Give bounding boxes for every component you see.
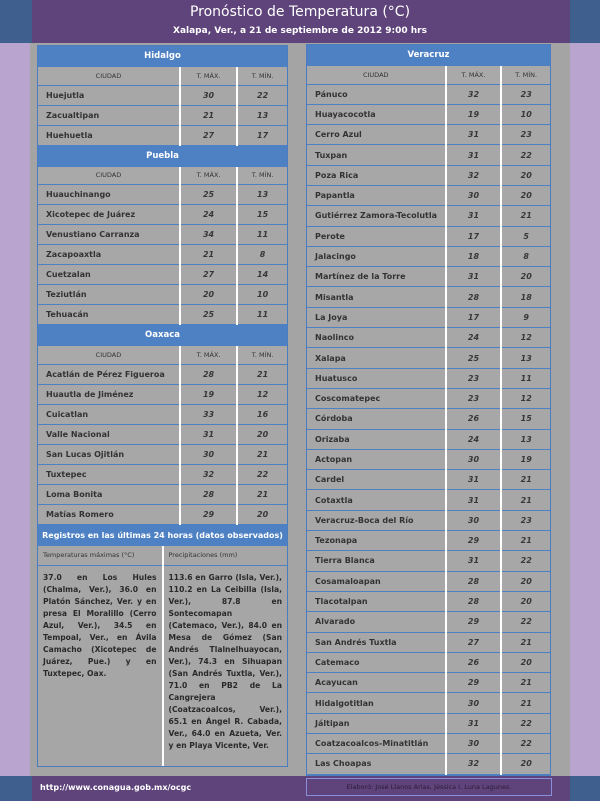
min-temp: 21 xyxy=(501,673,550,693)
table-row xyxy=(38,364,287,384)
city-name: Actopan xyxy=(307,449,446,469)
table-row xyxy=(307,84,550,104)
table-row xyxy=(307,287,550,307)
max-temp: 29 xyxy=(180,504,237,524)
max-temp: 28 xyxy=(446,287,502,307)
min-temp: 18 xyxy=(501,287,550,307)
table-row xyxy=(307,449,550,469)
table-row xyxy=(38,205,287,225)
max-temp: 31 xyxy=(446,713,502,733)
city-name: Misantla xyxy=(307,287,446,307)
min-temp: 12 xyxy=(237,384,287,404)
max-temp: 26 xyxy=(446,652,502,672)
table-row xyxy=(38,85,287,105)
min-temp: 11 xyxy=(237,225,287,245)
max-temp: 28 xyxy=(446,571,502,591)
section-title-hidalgo: Hidalgo xyxy=(38,46,287,67)
city-name: Coatzacoalcos-Minatitlán xyxy=(307,734,446,754)
min-temp: 13 xyxy=(501,348,550,368)
max-temp: 29 xyxy=(446,612,502,632)
table-header-row xyxy=(38,67,287,85)
table-header-row xyxy=(307,66,550,84)
table-row xyxy=(307,632,550,652)
city-name: Papantla xyxy=(307,185,446,205)
min-temp: 20 xyxy=(501,652,550,672)
column-header-city: CIUDAD xyxy=(38,67,180,85)
table-row xyxy=(307,591,550,611)
max-temp: 19 xyxy=(446,104,502,124)
observed-precip-label: Precipitaciones (mm) xyxy=(164,546,288,566)
min-temp: 17 xyxy=(237,125,287,145)
table-row xyxy=(307,104,550,124)
max-temp: 34 xyxy=(180,225,237,245)
max-temp: 17 xyxy=(446,226,502,246)
table-row xyxy=(307,551,550,571)
table-veracruz xyxy=(307,66,550,775)
city-name: Hidalgotitlan xyxy=(307,693,446,713)
city-name: Tuxtepec xyxy=(38,464,180,484)
min-temp: 22 xyxy=(501,612,550,632)
min-temp: 13 xyxy=(501,429,550,449)
city-name: San Lucas Ojitlán xyxy=(38,444,180,464)
city-name: Naolinco xyxy=(307,328,446,348)
table-row xyxy=(307,328,550,348)
min-temp: 23 xyxy=(501,125,550,145)
max-temp: 32 xyxy=(446,84,502,104)
city-name: Veracruz-Boca del Río xyxy=(307,510,446,530)
max-temp: 28 xyxy=(446,591,502,611)
city-name: Córdoba xyxy=(307,409,446,429)
max-temp: 27 xyxy=(446,632,502,652)
city-name: Perote xyxy=(307,226,446,246)
table-row xyxy=(38,305,287,325)
max-temp: 18 xyxy=(446,246,502,266)
min-temp: 15 xyxy=(501,409,550,429)
table-row xyxy=(307,125,550,145)
column-header-max: T. MÁX. xyxy=(180,67,237,85)
max-temp: 20 xyxy=(180,285,237,305)
city-name: Acayucan xyxy=(307,673,446,693)
max-temp: 31 xyxy=(446,145,502,165)
max-temp: 25 xyxy=(446,348,502,368)
max-temp: 24 xyxy=(180,205,237,225)
observed-temp-label: Temperaturas máximas (°C) xyxy=(38,546,162,566)
city-name: Pánuco xyxy=(307,84,446,104)
city-name: Huatusco xyxy=(307,368,446,388)
column-header-min: T. MÍN. xyxy=(237,167,287,185)
left-panel xyxy=(37,45,288,767)
table-row xyxy=(307,713,550,733)
table-row xyxy=(38,225,287,245)
min-temp: 22 xyxy=(237,464,287,484)
table-row xyxy=(38,265,287,285)
table-row xyxy=(38,245,287,265)
city-name: Xicotepec de Juárez xyxy=(38,205,180,225)
table-row xyxy=(307,368,550,388)
min-temp: 21 xyxy=(501,632,550,652)
city-name: Venustiano Carranza xyxy=(38,225,180,245)
min-temp: 22 xyxy=(237,85,287,105)
min-temp: 5 xyxy=(501,226,550,246)
city-name: Huayacocotla xyxy=(307,104,446,124)
table-row xyxy=(307,510,550,530)
table-row xyxy=(38,285,287,305)
table-row xyxy=(307,165,550,185)
footer-url-link[interactable]: http://www.conagua.gob.mx/ocgc xyxy=(40,783,192,792)
column-header-city: CIUDAD xyxy=(307,66,446,84)
table-row xyxy=(38,484,287,504)
observed-grid xyxy=(38,546,287,766)
table-puebla xyxy=(38,167,287,326)
min-temp: 20 xyxy=(501,267,550,287)
section-title-veracruz: Veracruz xyxy=(307,45,550,66)
min-temp: 11 xyxy=(237,305,287,325)
city-name: Tlacotalpan xyxy=(307,591,446,611)
table-row xyxy=(38,125,287,145)
city-name: Jalacingo xyxy=(307,246,446,266)
max-temp: 21 xyxy=(180,105,237,125)
city-name: Huauchinango xyxy=(38,185,180,205)
min-temp: 21 xyxy=(237,364,287,384)
min-temp: 22 xyxy=(501,145,550,165)
min-temp: 22 xyxy=(501,551,550,571)
min-temp: 15 xyxy=(237,205,287,225)
table-row xyxy=(307,206,550,226)
city-name: Valle Nacional xyxy=(38,424,180,444)
city-name: Huejutla xyxy=(38,85,180,105)
max-temp: 31 xyxy=(446,125,502,145)
table-row xyxy=(38,105,287,125)
column-header-max: T. MÁX. xyxy=(180,346,237,364)
footer-edge-right xyxy=(570,776,600,801)
city-name: Loma Bonita xyxy=(38,484,180,504)
max-temp: 24 xyxy=(446,328,502,348)
max-temp: 30 xyxy=(446,185,502,205)
max-temp: 31 xyxy=(446,267,502,287)
max-temp: 19 xyxy=(180,384,237,404)
observed-temp-column xyxy=(38,546,162,766)
column-header-city: CIUDAD xyxy=(38,167,180,185)
min-temp: 20 xyxy=(501,185,550,205)
table-row xyxy=(38,464,287,484)
min-temp: 20 xyxy=(237,424,287,444)
table-row xyxy=(307,409,550,429)
max-temp: 30 xyxy=(446,734,502,754)
footer-edge-left xyxy=(0,776,32,801)
min-temp: 21 xyxy=(501,531,550,551)
min-temp: 21 xyxy=(501,693,550,713)
table-row xyxy=(307,246,550,266)
min-temp: 20 xyxy=(501,591,550,611)
table-row xyxy=(38,185,287,205)
page-header xyxy=(0,0,600,43)
section-title-oaxaca: Oaxaca xyxy=(38,325,287,346)
city-name: Catemaco xyxy=(307,652,446,672)
city-name: San Andrés Tuxtla xyxy=(307,632,446,652)
table-row xyxy=(307,348,550,368)
table-row xyxy=(307,267,550,287)
max-temp: 24 xyxy=(446,429,502,449)
max-temp: 32 xyxy=(446,165,502,185)
max-temp: 29 xyxy=(446,673,502,693)
min-temp: 23 xyxy=(501,84,550,104)
table-row xyxy=(307,612,550,632)
table-row xyxy=(307,734,550,754)
max-temp: 21 xyxy=(180,245,237,265)
city-name: Tezonapa xyxy=(307,531,446,551)
city-name: Jáltipan xyxy=(307,713,446,733)
min-temp: 21 xyxy=(501,490,550,510)
table-header-row xyxy=(38,167,287,185)
column-header-min: T. MÍN. xyxy=(237,346,287,364)
min-temp: 13 xyxy=(237,185,287,205)
max-temp: 23 xyxy=(446,368,502,388)
table-row xyxy=(307,693,550,713)
page-footer xyxy=(0,776,600,801)
city-name: Xalapa xyxy=(307,348,446,368)
city-name: Tuxpan xyxy=(307,145,446,165)
table-row xyxy=(307,673,550,693)
table-header-row xyxy=(38,346,287,364)
min-temp: 23 xyxy=(501,510,550,530)
page-title: Pronóstico de Temperatura (°C) xyxy=(189,4,411,20)
min-temp: 14 xyxy=(237,265,287,285)
max-temp: 27 xyxy=(180,125,237,145)
city-name: Tehuacán xyxy=(38,305,180,325)
column-header-min: T. MÍN. xyxy=(237,67,287,85)
max-temp: 30 xyxy=(180,85,237,105)
max-temp: 31 xyxy=(446,551,502,571)
min-temp: 20 xyxy=(501,571,550,591)
table-row xyxy=(307,652,550,672)
max-temp: 28 xyxy=(180,364,237,384)
max-temp: 23 xyxy=(446,388,502,408)
city-name: Martínez de la Torre xyxy=(307,267,446,287)
table-row xyxy=(307,571,550,591)
max-temp: 25 xyxy=(180,305,237,325)
min-temp: 12 xyxy=(501,328,550,348)
max-temp: 33 xyxy=(180,404,237,424)
max-temp: 32 xyxy=(180,464,237,484)
table-row xyxy=(307,145,550,165)
city-name: Poza Rica xyxy=(307,165,446,185)
city-name: Cardel xyxy=(307,470,446,490)
min-temp: 21 xyxy=(237,444,287,464)
max-temp: 28 xyxy=(180,484,237,504)
max-temp: 31 xyxy=(446,206,502,226)
max-temp: 31 xyxy=(446,470,502,490)
table-row xyxy=(307,531,550,551)
column-header-city: CIUDAD xyxy=(38,346,180,364)
max-temp: 17 xyxy=(446,307,502,327)
max-temp: 26 xyxy=(446,409,502,429)
city-name: Tierra Blanca xyxy=(307,551,446,571)
table-row xyxy=(307,470,550,490)
min-temp: 16 xyxy=(237,404,287,424)
table-row xyxy=(38,444,287,464)
table-row xyxy=(307,388,550,408)
observed-precip-text: 113.6 en Garro (Isla, Ver.), 110.2 en La Ceibilla (Isla, Ver.), 87.8 en Sontecomapan (Catemaco, Ver.), 84.0 en Mesa de Gómez (San Andrés Tlalnelhuayocan, Ver.), 74.3 en Sihuapan (San Andrés Tuxtla, Ver.), 71.0 en PB2 de La Cangrejera (Coatzacoalcos, Ver.), 65.1 en Ángel R. Cabada, Ver., 64.0 en Azueta, Ver. y en Playa Vicente, Ver. xyxy=(168,572,282,750)
city-name: Gutiérrez Zamora-Tecolutla xyxy=(307,206,446,226)
min-temp: 9 xyxy=(501,307,550,327)
city-name: Teziutlán xyxy=(38,285,180,305)
column-header-max: T. MÁX. xyxy=(180,167,237,185)
city-name: Matías Romero xyxy=(38,504,180,524)
city-name: Cotaxtla xyxy=(307,490,446,510)
page-subtitle: Xalapa, Ver., a 21 de septiembre de 2012 9:00 hrs xyxy=(173,26,427,36)
city-name: Cosamaloapan xyxy=(307,571,446,591)
min-temp: 22 xyxy=(501,713,550,733)
min-temp: 22 xyxy=(501,734,550,754)
city-name: La Joya xyxy=(307,307,446,327)
table-row xyxy=(307,429,550,449)
observed-title: Registros en las últimas 24 horas (datos observados) xyxy=(38,525,287,546)
min-temp: 12 xyxy=(501,388,550,408)
table-hidalgo xyxy=(38,67,287,146)
right-panel xyxy=(306,44,551,776)
min-temp: 10 xyxy=(501,104,550,124)
table-row xyxy=(38,504,287,524)
table-row xyxy=(307,226,550,246)
city-name: Coscomatepec xyxy=(307,388,446,408)
table-oaxaca xyxy=(38,346,287,525)
city-name: Cuetzalan xyxy=(38,265,180,285)
min-temp: 8 xyxy=(501,246,550,266)
column-header-max: T. MÁX. xyxy=(446,66,502,84)
table-row xyxy=(307,185,550,205)
max-temp: 30 xyxy=(180,444,237,464)
city-name: Huautla de Jiménez xyxy=(38,384,180,404)
min-temp: 21 xyxy=(237,484,287,504)
city-name: Alvarado xyxy=(307,612,446,632)
table-row xyxy=(307,754,550,774)
table-row xyxy=(307,490,550,510)
city-name: Las Choapas xyxy=(307,754,446,774)
city-name: Cuicatlan xyxy=(38,404,180,424)
min-temp: 21 xyxy=(501,470,550,490)
min-temp: 20 xyxy=(501,165,550,185)
section-title-puebla: Puebla xyxy=(38,146,287,167)
max-temp: 27 xyxy=(180,265,237,285)
min-temp: 19 xyxy=(501,449,550,469)
observed-temp-text: 37.0 en Los Hules (Chalma, Ver.), 36.0 en Platón Sánchez, Ver. y en presa El Moralillo (Cerro Azul, Ver.), 34.5 en Tempoal, Ver., en Ávila Camacho (Xicotepec de Juárez, Pue.) y en Tuxtepec, Oax. xyxy=(43,572,157,678)
observed-precip-column xyxy=(162,546,288,766)
min-temp: 13 xyxy=(237,105,287,125)
city-name: Acatlán de Pérez Figueroa xyxy=(38,364,180,384)
min-temp: 11 xyxy=(501,368,550,388)
table-row xyxy=(307,307,550,327)
min-temp: 8 xyxy=(237,245,287,265)
table-row xyxy=(38,384,287,404)
max-temp: 30 xyxy=(446,510,502,530)
max-temp: 25 xyxy=(180,185,237,205)
max-temp: 32 xyxy=(446,754,502,774)
city-name: Zacualtipan xyxy=(38,105,180,125)
city-name: Huehuetla xyxy=(38,125,180,145)
table-row xyxy=(38,424,287,444)
min-temp: 20 xyxy=(237,504,287,524)
max-temp: 31 xyxy=(446,490,502,510)
min-temp: 21 xyxy=(501,206,550,226)
column-header-min: T. MÍN. xyxy=(501,66,550,84)
city-name: Orizaba xyxy=(307,429,446,449)
city-name: Cerro Azul xyxy=(307,125,446,145)
city-name: Zacapoaxtla xyxy=(38,245,180,265)
max-temp: 29 xyxy=(446,531,502,551)
table-row xyxy=(38,404,287,424)
min-temp: 20 xyxy=(501,754,550,774)
max-temp: 30 xyxy=(446,449,502,469)
min-temp: 10 xyxy=(237,285,287,305)
max-temp: 31 xyxy=(180,424,237,444)
footer-credit: Elaboró: José Llanos Arias, Jéssica I. Luna Lagunes. xyxy=(306,778,552,796)
max-temp: 30 xyxy=(446,693,502,713)
